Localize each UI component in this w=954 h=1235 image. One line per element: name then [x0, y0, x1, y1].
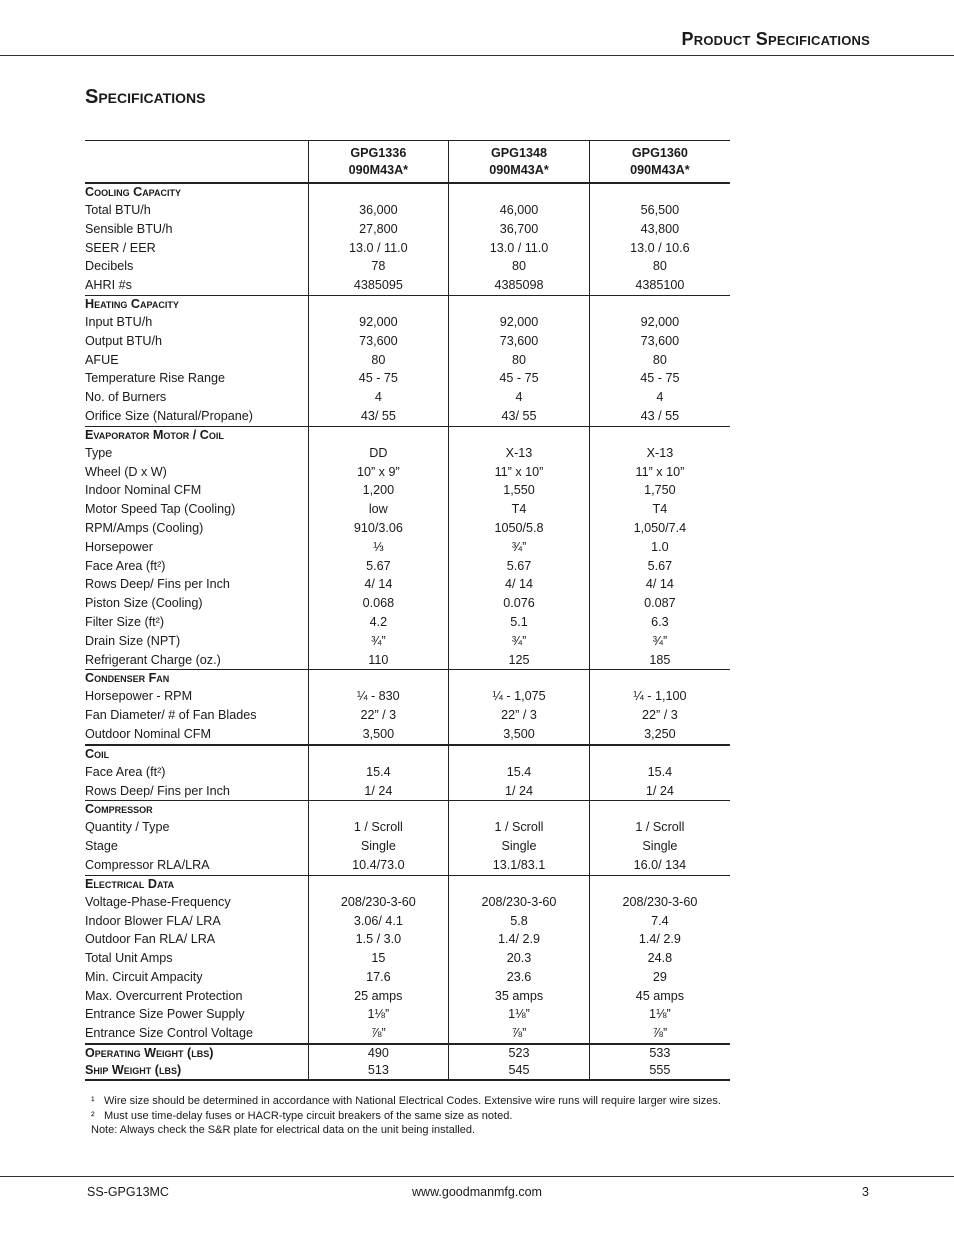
footnote	[91, 1109, 721, 1124]
spec-value: 5.67	[589, 557, 730, 576]
header-title: Product Specifications	[681, 29, 870, 49]
spec-value: 3,500	[308, 725, 449, 745]
spec-value: 1/ 24	[589, 782, 730, 801]
section-header-spacer	[589, 426, 730, 444]
spec-value: 16.0/ 134	[589, 856, 730, 875]
spec-value: 4385100	[589, 276, 730, 295]
spec-label: Refrigerant Charge (oz.)	[85, 652, 221, 667]
model-name: GPG1336	[350, 146, 407, 160]
section-header-spacer	[308, 295, 449, 313]
spec-label: RPM/Amps (Cooling)	[85, 520, 204, 535]
table-header-row	[85, 141, 730, 184]
column-header	[308, 141, 449, 184]
table-row	[85, 500, 730, 519]
spec-value: 43 / 55	[589, 407, 730, 426]
section-header-spacer	[589, 183, 730, 201]
spec-value: 4/ 14	[308, 575, 449, 594]
model-name: GPG1348	[490, 146, 547, 160]
section-header-row	[85, 295, 730, 313]
spec-label: Rows Deep/ Fins per Inch	[85, 577, 230, 592]
table-row	[85, 257, 730, 276]
table-row	[85, 369, 730, 388]
section-header-spacer	[308, 801, 449, 819]
spec-value: 4.2	[308, 613, 449, 632]
spec-value: 20.3	[449, 949, 590, 968]
table-row	[85, 930, 730, 949]
table-row	[85, 912, 730, 931]
spec-value: 3.06/ 4.1	[308, 912, 449, 931]
spec-value: 27,800	[308, 220, 449, 239]
section-header-spacer	[449, 426, 590, 444]
spec-value: 910/3.06	[308, 519, 449, 538]
spec-value: 3,500	[449, 725, 590, 745]
spec-value: 125	[449, 651, 590, 670]
section-header-spacer	[449, 670, 590, 688]
spec-value: DD	[308, 444, 449, 463]
spec-value: 73,600	[308, 332, 449, 351]
spec-value: 208/230-3-60	[449, 893, 590, 912]
spec-value: 5.67	[308, 557, 449, 576]
spec-value: 13.0 / 11.0	[449, 239, 590, 258]
spec-value: 4/ 14	[589, 575, 730, 594]
spec-value: 0.076	[449, 594, 590, 613]
spec-label: Indoor Nominal CFM	[85, 483, 202, 498]
spec-label: No. of Burners	[85, 390, 167, 405]
spec-label: Orifice Size (Natural/Propane)	[85, 408, 253, 423]
spec-value: 4	[449, 388, 590, 407]
section-header-row	[85, 875, 730, 893]
spec-value: 92,000	[589, 313, 730, 332]
spec-value: 73,600	[449, 332, 590, 351]
spec-label: AHRI #s	[85, 278, 132, 293]
section-header-spacer	[589, 875, 730, 893]
spec-value: 1⅛”	[308, 1005, 449, 1024]
spec-value: 185	[589, 651, 730, 670]
section-title: Heating Capacity	[85, 295, 308, 313]
spec-label: Sensible BTU/h	[85, 221, 173, 236]
table-row	[85, 407, 730, 426]
spec-value: 13.0 / 10.6	[589, 239, 730, 258]
section-header-spacer	[308, 183, 449, 201]
table-row	[85, 332, 730, 351]
spec-value: 6.3	[589, 613, 730, 632]
spec-value: ⅞”	[449, 1024, 590, 1044]
spec-value: 22” / 3	[449, 706, 590, 725]
spec-value: 29	[589, 968, 730, 987]
spec-value: 3,250	[589, 725, 730, 745]
table-row	[85, 388, 730, 407]
spec-value: ¾”	[308, 632, 449, 651]
spec-value: 73,600	[589, 332, 730, 351]
section-title: Coil	[85, 745, 308, 763]
spec-label: Total BTU/h	[85, 203, 151, 217]
spec-value: 17.6	[308, 968, 449, 987]
spec-label: Horsepower	[85, 539, 153, 554]
section-header-spacer	[308, 670, 449, 688]
table-row	[85, 987, 730, 1006]
table-row	[85, 313, 730, 332]
footnote-text: Wire size should be determined in accordance with National Electrical Codes. Extensive wire runs will require larger wire sizes.	[104, 1095, 721, 1107]
section-title: Cooling Capacity	[85, 183, 308, 201]
table-row	[85, 220, 730, 239]
footnotes	[91, 1094, 721, 1138]
section-header-spacer	[589, 670, 730, 688]
spec-value: 56,500	[589, 201, 730, 220]
table-row	[85, 1024, 730, 1044]
spec-value: 11” x 10”	[589, 463, 730, 482]
spec-value: 13.0 / 11.0	[308, 239, 449, 258]
table-row	[85, 763, 730, 782]
section-header-spacer	[449, 745, 590, 763]
spec-value: 1/ 24	[308, 782, 449, 801]
model-suffix: 090M43A*	[630, 162, 690, 177]
spec-value: 7.4	[589, 912, 730, 931]
section-header-spacer	[449, 875, 590, 893]
section-header-spacer	[308, 875, 449, 893]
spec-value: 4	[308, 388, 449, 407]
spec-value: 10” x 9”	[308, 463, 449, 482]
spec-value: 46,000	[449, 201, 590, 220]
spec-value: 1.0	[589, 538, 730, 557]
weight-label: Ship Weight (lbs)	[85, 1062, 308, 1080]
spec-value: ¾”	[449, 632, 590, 651]
spec-value: 4385098	[449, 276, 590, 295]
spec-value: 45 - 75	[589, 369, 730, 388]
spec-label: Entrance Size Power Supply	[85, 1007, 245, 1022]
spec-value: 13.1/83.1	[449, 856, 590, 875]
spec-value: ⅞”	[589, 1024, 730, 1044]
spec-label: Face Area (ft²)	[85, 558, 166, 573]
weight-row	[85, 1044, 730, 1062]
spec-value: 4/ 14	[449, 575, 590, 594]
table-row	[85, 837, 730, 856]
spec-label: Outdoor Nominal CFM	[85, 726, 211, 741]
spec-value: 1.5 / 3.0	[308, 930, 449, 949]
spec-value: 1 / Scroll	[589, 818, 730, 837]
weight-value: 490	[308, 1044, 449, 1062]
spec-value: 1,550	[449, 481, 590, 500]
spec-value: 45 amps	[589, 987, 730, 1006]
spec-value: 1.4/ 2.9	[589, 930, 730, 949]
spec-value: 1⅛”	[589, 1005, 730, 1024]
footnote	[91, 1123, 721, 1138]
spec-value: 45 - 75	[308, 369, 449, 388]
table-row	[85, 575, 730, 594]
spec-value: 1,050/7.4	[589, 519, 730, 538]
spec-value: 23.6	[449, 968, 590, 987]
spec-value: 10.4/73.0	[308, 856, 449, 875]
table-row	[85, 276, 730, 295]
spec-value: 80	[449, 257, 590, 276]
spec-value: ⅞”	[308, 1024, 449, 1044]
spec-value: 35 amps	[449, 987, 590, 1006]
footnote-marker: ²	[91, 1109, 95, 1122]
spec-label: Min. Circuit Ampacity	[85, 969, 203, 984]
spec-label: Max. Overcurrent Protection	[85, 988, 243, 1003]
spec-value: ⅓	[308, 538, 449, 557]
spec-label: Stage	[85, 839, 118, 854]
spec-value: ¾”	[589, 632, 730, 651]
header-divider	[0, 55, 954, 56]
column-header	[449, 141, 590, 184]
spec-value: 5.67	[449, 557, 590, 576]
spec-label: Total Unit Amps	[85, 951, 173, 966]
spec-value: 4385095	[308, 276, 449, 295]
spec-label: Drain Size (NPT)	[85, 633, 181, 648]
table-row	[85, 968, 730, 987]
website-link[interactable]: www.goodmanmfg.com	[412, 1185, 542, 1199]
model-name: GPG1360	[631, 146, 688, 160]
spec-label: Rows Deep/ Fins per Inch	[85, 783, 230, 798]
spec-value: 5.1	[449, 613, 590, 632]
spec-value: Single	[449, 837, 590, 856]
spec-value: 36,000	[308, 201, 449, 220]
footnote	[91, 1094, 721, 1109]
table-row	[85, 613, 730, 632]
spec-value: 4	[589, 388, 730, 407]
spec-label: Wheel (D x W)	[85, 464, 167, 479]
spec-value: 1,750	[589, 481, 730, 500]
table-row	[85, 893, 730, 912]
spec-value: 80	[449, 351, 590, 370]
spec-value: 1 / Scroll	[308, 818, 449, 837]
spec-value: 1⅛”	[449, 1005, 590, 1024]
spec-value: 92,000	[449, 313, 590, 332]
spec-value: X-13	[589, 444, 730, 463]
spec-value: 80	[589, 257, 730, 276]
spec-label: SEER / EER	[85, 240, 156, 255]
spec-value: 43,800	[589, 220, 730, 239]
section-header-spacer	[449, 295, 590, 313]
spec-value: 43/ 55	[308, 407, 449, 426]
table-row	[85, 818, 730, 837]
spec-value: 1 / Scroll	[449, 818, 590, 837]
spec-value: 208/230-3-60	[308, 893, 449, 912]
footnote-text: Note: Always check the S&R plate for electrical data on the unit being installed.	[91, 1124, 475, 1137]
spec-value: 80	[589, 351, 730, 370]
spec-value: 22” / 3	[308, 706, 449, 725]
header-empty-cell	[85, 141, 308, 184]
section-header-spacer	[308, 745, 449, 763]
spec-label: Fan Diameter/ # of Fan Blades	[85, 708, 257, 723]
spec-label: Compressor RLA/LRA	[85, 857, 210, 872]
spec-value: low	[308, 500, 449, 519]
spec-label: Entrance Size Control Voltage	[85, 1026, 254, 1041]
section-header-row	[85, 183, 730, 201]
table-row	[85, 351, 730, 370]
section-header-spacer	[308, 426, 449, 444]
section-header-row	[85, 670, 730, 688]
table-row	[85, 557, 730, 576]
spec-label: Quantity / Type	[85, 820, 170, 835]
table-row	[85, 481, 730, 500]
section-title: Compressor	[85, 801, 308, 819]
spec-value: ¼ - 1,100	[589, 687, 730, 706]
footer-divider	[0, 1176, 954, 1177]
spec-label: Output BTU/h	[85, 333, 162, 348]
table-row	[85, 725, 730, 745]
spec-label: Voltage-Phase-Frequency	[85, 894, 231, 909]
spec-value: 25 amps	[308, 987, 449, 1006]
spec-value: 15.4	[308, 763, 449, 782]
spec-value: 1.4/ 2.9	[449, 930, 590, 949]
spec-value: 15	[308, 949, 449, 968]
weight-row	[85, 1062, 730, 1080]
section-title: Specifications	[85, 86, 206, 108]
spec-value: 0.068	[308, 594, 449, 613]
spec-label: AFUE	[85, 352, 119, 367]
spec-value: 92,000	[308, 313, 449, 332]
spec-label: Temperature Rise Range	[85, 371, 226, 386]
spec-value: 5.8	[449, 912, 590, 931]
spec-value: 78	[308, 257, 449, 276]
spec-label: Decibels	[85, 259, 134, 274]
document-id: SS-GPG13MC	[87, 1185, 169, 1199]
section-header-spacer	[589, 745, 730, 763]
spec-value: 1/ 24	[449, 782, 590, 801]
section-title: Electrical Data	[85, 875, 308, 893]
spec-label: Indoor Blower FLA/ LRA	[85, 913, 221, 928]
spec-value: T4	[449, 500, 590, 519]
spec-label: Input BTU/h	[85, 314, 153, 329]
section-header-row	[85, 801, 730, 819]
spec-label: Face Area (ft²)	[85, 764, 166, 779]
spec-value: 43/ 55	[449, 407, 590, 426]
table-body	[85, 183, 730, 1080]
model-suffix: 090M43A*	[348, 162, 409, 177]
model-suffix: 090M43A*	[489, 162, 549, 177]
spec-value: Single	[308, 837, 449, 856]
section-title: Condenser Fan	[85, 670, 308, 688]
spec-value: X-13	[449, 444, 590, 463]
spec-label: Filter Size (ft²)	[85, 614, 165, 629]
footnote-marker: ¹	[91, 1095, 95, 1107]
table-row	[85, 687, 730, 706]
section-header-spacer	[589, 801, 730, 819]
table-row	[85, 239, 730, 258]
table-row	[85, 1005, 730, 1024]
spec-value: 208/230-3-60	[589, 893, 730, 912]
spec-value: 80	[308, 351, 449, 370]
table-row	[85, 949, 730, 968]
table-row	[85, 706, 730, 725]
table-row	[85, 651, 730, 670]
weight-value: 513	[308, 1062, 449, 1080]
section-header-spacer	[449, 801, 590, 819]
spec-label: Horsepower - RPM	[85, 689, 193, 704]
spec-value: 45 - 75	[449, 369, 590, 388]
section-title: Evaporator Motor / Coil	[85, 426, 308, 444]
spec-value: 1050/5.8	[449, 519, 590, 538]
table-row	[85, 201, 730, 220]
weight-value: 533	[589, 1044, 730, 1062]
section-header-row	[85, 426, 730, 444]
section-header-row	[85, 745, 730, 763]
weight-value: 523	[449, 1044, 590, 1062]
table-row	[85, 463, 730, 482]
table-row	[85, 632, 730, 651]
spec-value: 0.087	[589, 594, 730, 613]
spec-label: Motor Speed Tap (Cooling)	[85, 502, 236, 517]
weight-label: Operating Weight (lbs)	[85, 1044, 308, 1062]
section-header-spacer	[589, 295, 730, 313]
table-row	[85, 538, 730, 557]
spec-value: 110	[308, 651, 449, 670]
page-number: 3	[862, 1185, 869, 1199]
spec-label: Type	[85, 445, 113, 460]
table-row	[85, 856, 730, 875]
spec-value: 15.4	[449, 763, 590, 782]
footnote-text: Must use time-delay fuses or HACR-type circuit breakers of the same size as noted.	[104, 1109, 513, 1122]
spec-value: 11” x 10”	[449, 463, 590, 482]
spec-value: 22” / 3	[589, 706, 730, 725]
spec-value: 15.4	[589, 763, 730, 782]
table-row	[85, 444, 730, 463]
weight-value: 545	[449, 1062, 590, 1080]
section-header-spacer	[449, 183, 590, 201]
spec-label: Outdoor Fan RLA/ LRA	[85, 932, 216, 947]
specifications-table	[85, 140, 730, 1081]
weight-value: 555	[589, 1062, 730, 1080]
table-row	[85, 782, 730, 801]
spec-value: ¼ - 830	[308, 687, 449, 706]
spec-value: 24.8	[589, 949, 730, 968]
spec-value: 1,200	[308, 481, 449, 500]
column-header	[589, 141, 730, 184]
table-row	[85, 519, 730, 538]
spec-value: 36,700	[449, 220, 590, 239]
spec-value: ¾”	[449, 538, 590, 557]
table-row	[85, 594, 730, 613]
spec-value: T4	[589, 500, 730, 519]
spec-label: Piston Size (Cooling)	[85, 596, 203, 611]
spec-value: ¼ - 1,075	[449, 687, 590, 706]
spec-value: Single	[589, 837, 730, 856]
